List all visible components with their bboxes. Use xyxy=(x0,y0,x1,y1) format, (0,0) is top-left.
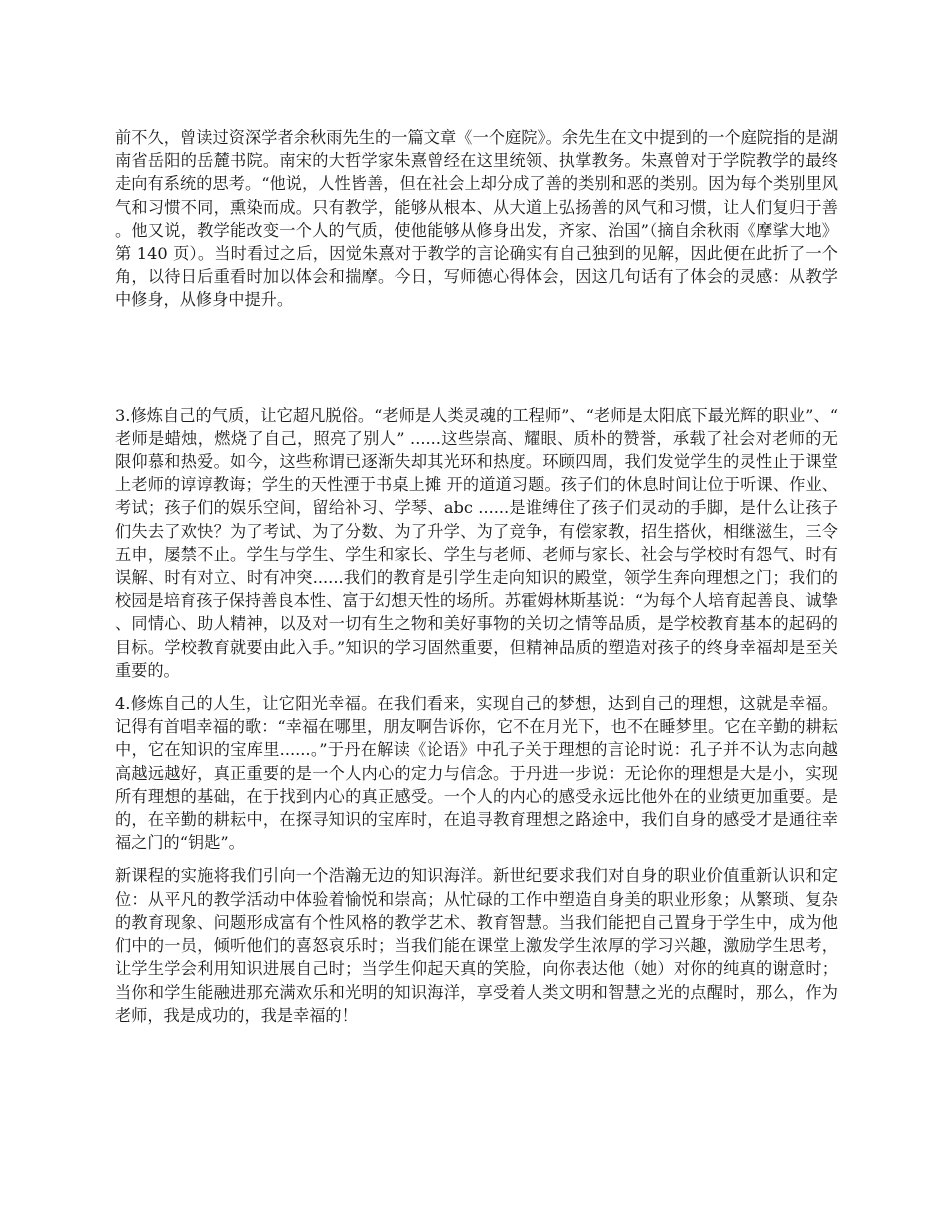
document-body xyxy=(115,126,838,1027)
paragraph-section-3: 3.修炼自己的气质，让它超凡脱俗。“老师是人类灵魂的工程师”、“老师是太阳底下最光辉的职业”、“老师是蜡烛，燃烧了自己，照亮了别人” ......这些崇高、耀眼、质朴的赞誉，承载了社会对老师的无限仰慕和热爱。如今，这些称谓已逐渐失却其光环和热度。环顾四周，我们发觉学生的灵性止于课堂上老师的谆谆教诲；学生的天性湮于书桌上摊 开的道道习题。孩子们的休息时间让位于听课、作业、考试；孩子们的娱乐空间，留给补习、学琴、abc ......是谁缚住了孩子们灵动的手脚，是什么让孩子们失去了欢快？为了考试、为了分数、为了升学、为了竞争，有偿家教，招生搭伙，相继滋生，三令五申，屡禁不止。学生与学生、学生和家长、学生与老师、老师与家长、社会与学校时有怨气、时有误解、时有对立、时有冲突......我们的教育是引学生走向知识的殿堂，领学生奔向理想之门；我们的校园是培育孩子保持善良本性、富于幻想天性的场所。苏霍姆林斯基说：“为每个人培育起善良、诚挚、同情心、助人精神，以及对一切有生之物和美好事物的关切之情等品质，是学校教育基本的起码的目标。学校教育就要由此入手。”知识的学习固然重要，但精神品质的塑造对孩子的终身幸福却是至关重要的。 xyxy=(115,405,838,680)
paragraph-section-4: 4.修炼自己的人生，让它阳光幸福。在我们看来，实现自己的梦想，达到自己的理想，这就是幸福。记得有首唱幸福的歌：“幸福在哪里，朋友啊告诉你，它不在月光下，也不在睡梦里。它在辛勤的耕耘中，它在知识的宝库里......。”于丹在解读《论语》中孔子关于理想的言论时说：孔子并不认为志向越高越远越好，真正重要的是一个人内心的定力与信念。于丹进一步说：无论你的理想是大是小，实现所有理想的基础，在于找到内心的真正感受。一个人的内心的感受永远比他外在的业绩更加重要。是的，在辛勤的耕耘中，在探寻知识的宝库时，在追寻教育理想之路途中，我们自身的感受才是通往幸福之门的“钥匙”。 xyxy=(115,694,838,853)
paragraph-conclusion: 新课程的实施将我们引向一个浩瀚无边的知识海洋。新世纪要求我们对自身的职业价值重新认识和定位：从平凡的教学活动中体验着愉悦和崇高；从忙碌的工作中塑造自身美的职业形象；从繁琐、复杂的教育现象、问题形成富有个性风格的教学艺术、教育智慧。当我们能把自己置身于学生中，成为他们中的一员，倾听他们的喜怒哀乐时；当我们能在课堂上激发学生浓厚的学习兴趣，激励学生思考，让学生学会利用知识进展自己时；当学生仰起天真的笑脸，向你表达他（她）对你的纯真的谢意时；当你和学生能融进那充满欢乐和光明的知识海洋，享受着人类文明和智慧之光的点醒时，那么，作为老师，我是成功的，我是幸福的！ xyxy=(115,866,838,1025)
paragraph-intro: 前不久，曾读过资深学者余秋雨先生的一篇文章《一个庭院》。余先生在文中提到的一个庭院指的是湖南省岳阳的岳麓书院。南宋的大哲学家朱熹曾经在这里统领、执掌教务。朱熹曾对于学院教学的最终走向有系统的思考。“他说，人性皆善，但在社会上却分成了善的类别和恶的类别。因为每个类别里风气和习惯不同，熏染而成。只有教学，能够从根本、从大道上弘扬善的风气和习惯，让人们复归于善。他又说，教学能改变一个人的气质，使他能够从修身出发，齐家、治国”（摘自余秋雨《摩挲大地》第 140 页）。当时看过之后，因觉朱熹对于教学的言论确实有自己独到的见解，因此便在此折了一个角，以待日后重看时加以体会和揣摩。今日，写师德心得体会，因这几句话有了体会的灵感：从教学中修身，从修身中提升。 xyxy=(115,128,838,310)
paragraph-spacer xyxy=(115,312,838,404)
